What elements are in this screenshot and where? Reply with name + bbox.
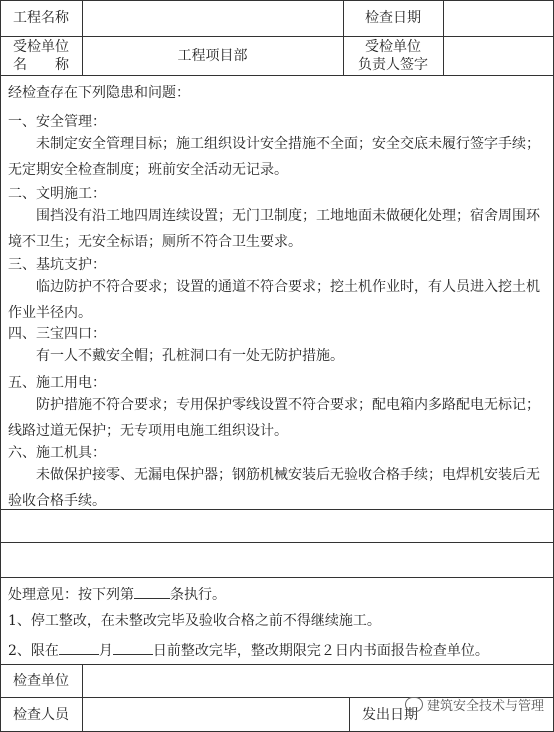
section-title: 三、基坑支护： <box>8 257 106 273</box>
item2-prefix: 2、限在 <box>8 643 59 659</box>
section-title: 六、施工机具： <box>8 445 106 461</box>
inspector-label: 检查人员 <box>13 707 69 723</box>
responsible-label: 受检单位 <box>365 39 421 55</box>
month-blank[interactable] <box>59 640 99 655</box>
col-divider <box>443 0 444 75</box>
col-divider <box>349 697 350 732</box>
section-body: 未制定安全管理目标；施工组织设计安全措施不全面；安全交底未履行签字手续；无定期安全检查制度；班前安全活动无记录。 <box>8 136 540 178</box>
row-divider <box>0 36 554 37</box>
section-body: 有一人不戴安全帽；孔桩洞口有一处无防护措施。 <box>36 348 344 364</box>
border-top <box>0 0 554 1</box>
inspection-unit-label: 检查单位 <box>13 673 69 689</box>
row-divider <box>0 542 554 543</box>
inspected-unit-value: 工程项目部 <box>177 48 248 64</box>
row-divider <box>0 577 554 578</box>
disposal-item-2 <box>8 640 489 660</box>
inspection-date-label: 检查日期 <box>365 10 421 26</box>
disposal-suffix: 条执行。 <box>170 587 226 603</box>
clause-number-blank[interactable] <box>134 584 170 599</box>
section-body: 防护措施不符合要求；专用保护零线设置不符合要求；配电箱内多路配电无标记；线路过道无保护；无专项用电施工组织设计。 <box>8 397 540 439</box>
row-divider <box>0 75 554 76</box>
section-body: 围挡没有沿工地四周连续设置；无门卫制度；工地地面未做硬化处理；宿舍周围环境不卫生；无安全标语；厕所不符合卫生要求。 <box>8 208 540 250</box>
disposal-item-1: 1、停工整改，在未整改完毕及验收合格之前不得继续施工。 <box>8 613 381 629</box>
section-title: 四、三宝四口： <box>8 326 106 342</box>
disposal-line <box>8 584 226 604</box>
watermark-text: 建筑安全技术与管理 <box>426 699 544 714</box>
section-body: 临边防护不符合要求；设置的通道不符合要求；挖土机作业时，有人员进入挖土机作业半径内。 <box>8 279 540 321</box>
border-left <box>0 0 1 732</box>
wechat-icon <box>405 697 423 712</box>
item2-month: 月 <box>98 643 113 659</box>
disposal-prefix: 处理意见：按下列第 <box>8 587 134 603</box>
section-title: 二、文明施工： <box>8 186 106 202</box>
issue-date-label: 发出日期 <box>362 707 418 723</box>
watermark <box>405 695 544 714</box>
section-body: 未做保护接零、无漏电保护器；钢筋机械安装后无验收合格手续；电焊机安装后无验收合格手续。 <box>8 467 540 509</box>
inspected-unit-label-line2: 名 称 <box>13 57 69 73</box>
col-divider <box>82 664 83 732</box>
section-title: 一、安全管理： <box>8 114 106 130</box>
section-title: 五、施工用电： <box>8 375 106 391</box>
item2-suffix: 日前整改完毕，整改期限完２日内书面报告检查单位。 <box>152 643 489 659</box>
inspected-unit-label: 受检单位 <box>13 39 69 55</box>
row-divider <box>0 664 554 665</box>
day-blank[interactable] <box>113 640 153 655</box>
responsible-label-line2: 负责人签字 <box>358 57 428 73</box>
project-name-label: 工程名称 <box>13 10 69 26</box>
findings-intro: 经检查存在下列隐患和问题： <box>8 85 190 101</box>
